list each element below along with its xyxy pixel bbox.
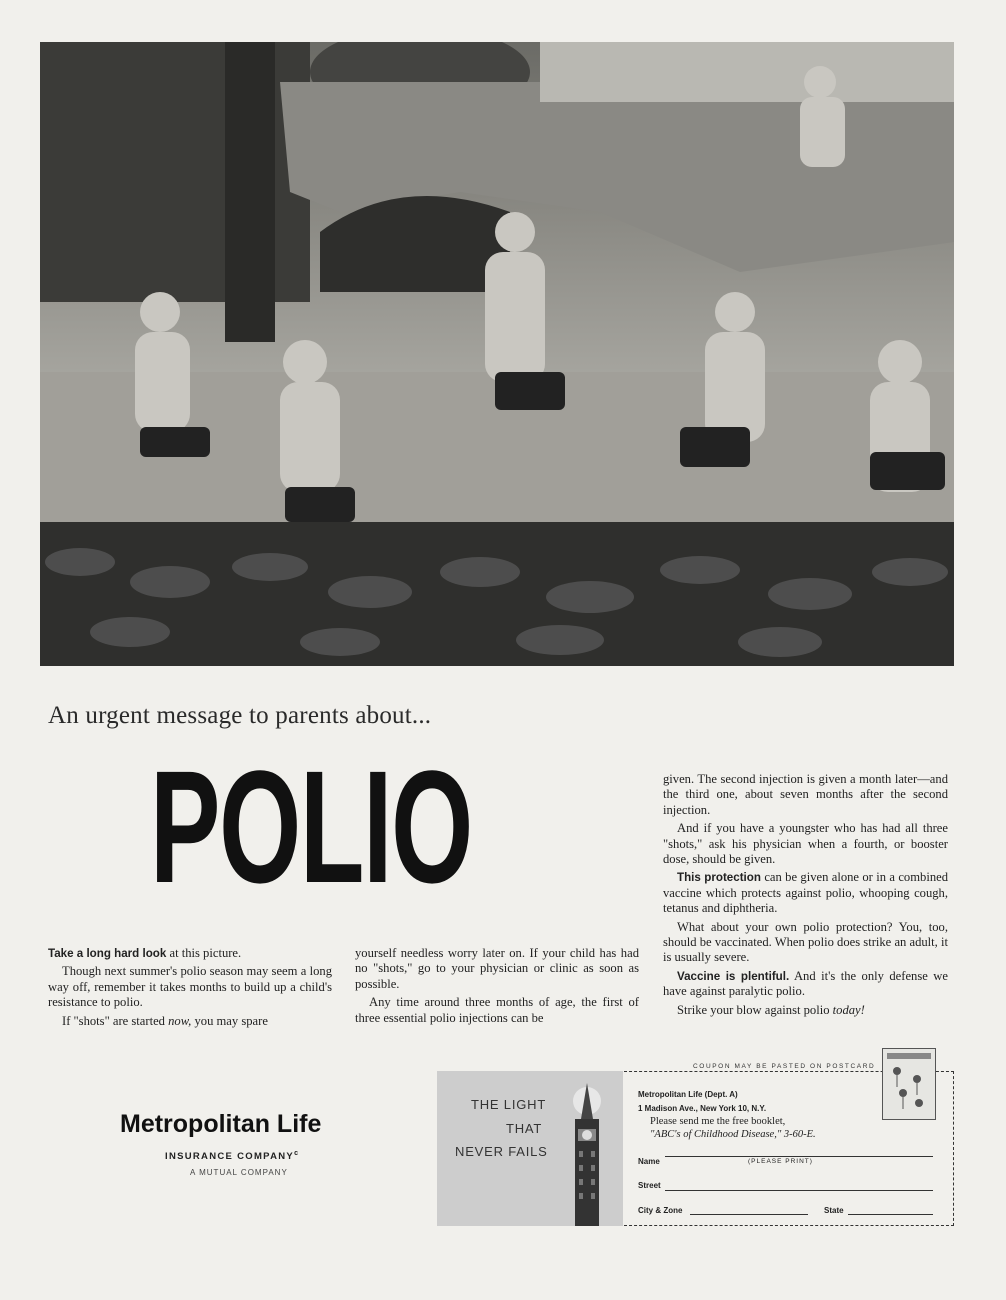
light-line-2: THAT (506, 1121, 543, 1136)
city-field[interactable] (690, 1214, 808, 1215)
light-that-never-fails-panel (437, 1071, 623, 1226)
col1-p3-b: you may spare (191, 1013, 268, 1028)
coupon-request-1: Please send me the free booklet, (650, 1116, 786, 1127)
col3-p5-rest: And it's the only defense we have against paralytic polio. (663, 968, 948, 999)
name-label: Name (638, 1157, 660, 1166)
tower-icon (437, 1071, 623, 1226)
col3-p2: And if you have a youngster who has had all three "shots," ask his physician when a fourth, or booster dose, should be given. (663, 821, 948, 867)
metlife-logo-name: Metropolitan Life (120, 1110, 322, 1138)
col3-p6-a: Strike your blow against polio (677, 1002, 833, 1017)
metlife-mutual-line: A MUTUAL COMPANY (190, 1168, 288, 1177)
body-column-1 (48, 946, 332, 1029)
intro-headline: An urgent message to parents about... (48, 702, 432, 729)
insurance-text: INSURANCE COMPANY (165, 1151, 295, 1163)
col3-p3-lead: This protection (677, 871, 761, 885)
light-line-3: NEVER FAILS (455, 1144, 548, 1159)
boys-jumping-photo (40, 42, 954, 666)
coupon-address-1: Metropolitan Life (Dept. A) (638, 1090, 738, 1099)
col2-p2: Any time around three months of age, the first of three essential polio injections can be (355, 995, 639, 1025)
light-line-1: THE LIGHT (471, 1097, 547, 1112)
polio-title: POLIO (150, 737, 472, 916)
col3-p4: What about your own polio protection? You, too, should be vaccinated. When polio does strike an adult, it is usually severe. (663, 919, 948, 965)
photo-illustration (40, 42, 954, 666)
body-column-2 (355, 946, 639, 1026)
print-hint: (PLEASE PRINT) (748, 1158, 813, 1165)
col1-p3-em: now, (168, 1013, 192, 1028)
insurance-mark: c (294, 1150, 300, 1157)
col2-p1: yourself needless worry later on. If your child has had no "shots," go to your physician or clinic as soon as possible. (355, 946, 639, 991)
coupon-note: COUPON MAY BE PASTED ON POSTCARD (690, 1063, 878, 1070)
col1-p3-a: If "shots" are started (62, 1013, 169, 1028)
name-field[interactable] (665, 1156, 933, 1157)
street-field[interactable] (665, 1190, 933, 1191)
col1-p2: Though next summer's polio season may seem a long way off, remember it takes months to build up a child's resistance to polio. (48, 964, 332, 1010)
metlife-insurance-line (165, 1150, 299, 1162)
col3-p6-em: today! (832, 1002, 865, 1017)
col1-p1-rest: at this picture. (166, 946, 242, 960)
col1-lead: Take a long hard look (48, 947, 167, 960)
col3-p3-rest: can be given alone or in a combined vaccine which protects against polio, whooping cough, tetanus and diphtheria. (663, 870, 949, 916)
coupon-request-2: "ABC's of Childhood Disease," 3-60-E. (650, 1129, 816, 1140)
booklet-illustration (883, 1049, 935, 1119)
state-field[interactable] (848, 1214, 933, 1215)
body-column-3 (663, 772, 948, 1018)
street-label: Street (638, 1181, 661, 1190)
coupon-address-2: 1 Madison Ave., New York 10, N.Y. (638, 1104, 767, 1113)
col3-p1: given. The second injection is given a month later—and the third one, about seven months after the second injection. (663, 772, 948, 817)
state-label: State (824, 1206, 844, 1215)
col3-p5-lead: Vaccine is plentiful. (677, 969, 790, 983)
booklet-icon (882, 1048, 936, 1120)
city-label: City & Zone (638, 1206, 683, 1215)
